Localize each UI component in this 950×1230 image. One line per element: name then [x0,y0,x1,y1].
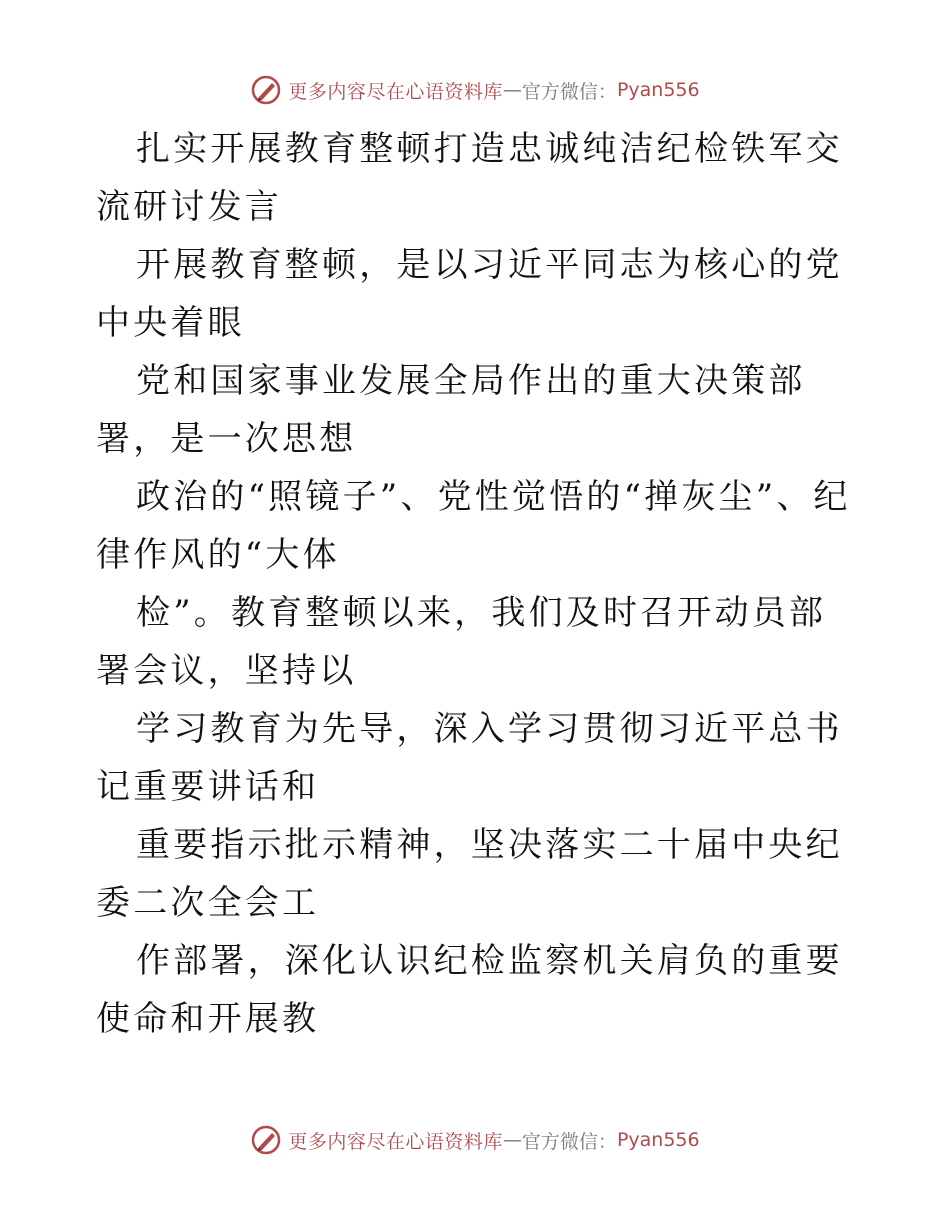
watermark-account-label: 官方微信： [521,1130,617,1153]
footer-watermark [0,1120,950,1160]
watermark-site-text: 更多内容尽在心语资料库 [288,1130,503,1153]
body-paragraph: 党和国家事业发展全局作出的重大决策部署，是一次思想 [96,361,806,459]
body-paragraph: 检”。教育整顿以来，我们及时召开动员部署会议，坚持以 [96,593,827,691]
document-body [96,120,856,1048]
header-watermark [0,70,950,110]
body-paragraph: 开展教育整顿，是以习近平同志为核心的党中央着眼 [96,245,843,343]
body-paragraph: 作部署，深化认识纪检监察机关肩负的重要使命和开展教 [96,941,843,1039]
body-paragraph: 政治的“照镜子”、党性觉悟的“掸灰尘”、纪律作风的“大体 [96,477,851,575]
watermark-separator: — [502,79,522,101]
document-title: 扎实开展教育整顿打造忠诚纯洁纪检铁军交流研讨发言 [96,129,843,227]
body-paragraph: 学习教育为先导，深入学习贯彻习近平总书记重要讲话和 [96,709,843,807]
body-paragraph: 重要指示批示精神，坚决落实二十届中央纪委二次全会工 [96,825,843,923]
watermark-separator: — [502,1129,522,1151]
pen-logo-icon [250,74,282,106]
watermark-account-handle: Pyan556 [616,79,700,101]
watermark-site-text: 更多内容尽在心语资料库 [288,80,503,103]
watermark-account-label: 官方微信： [521,80,617,103]
watermark-account-handle: Pyan556 [616,1129,700,1151]
pen-logo-icon [250,1124,282,1156]
